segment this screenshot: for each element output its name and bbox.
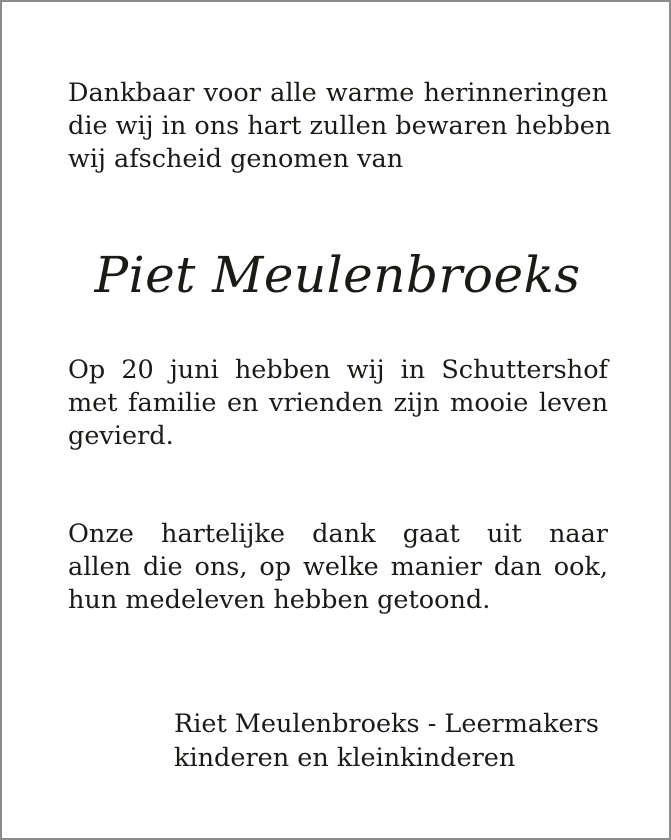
intro-paragraph bbox=[68, 77, 612, 176]
signature-line: kinderen en kleinkinderen bbox=[174, 743, 516, 773]
celebration-line: gevierd. bbox=[68, 421, 174, 451]
thanks-line: allen die ons, op welke manier dan ook, bbox=[68, 552, 608, 582]
signature-block bbox=[174, 707, 614, 775]
intro-line: wij afscheid genomen van bbox=[68, 144, 404, 174]
thanks-paragraph bbox=[68, 518, 608, 617]
thanks-line: hun medeleven hebben getoond. bbox=[68, 585, 491, 615]
deceased-name: Piet Meulenbroeks bbox=[94, 246, 581, 304]
celebration-line: met familie en vrienden zijn mooie leven bbox=[68, 388, 608, 418]
intro-line: Dankbaar voor alle warme herinneringen bbox=[68, 78, 608, 108]
celebration-paragraph bbox=[68, 354, 608, 453]
thanks-line: Onze hartelijke dank gaat uit naar bbox=[68, 519, 608, 549]
celebration-line: Op 20 juni hebben wij in Schuttershof bbox=[68, 355, 608, 385]
intro-line: die wij in ons hart zullen bewaren hebben bbox=[68, 111, 612, 141]
signature-line: Riet Meulenbroeks - Leermakers bbox=[174, 709, 599, 739]
